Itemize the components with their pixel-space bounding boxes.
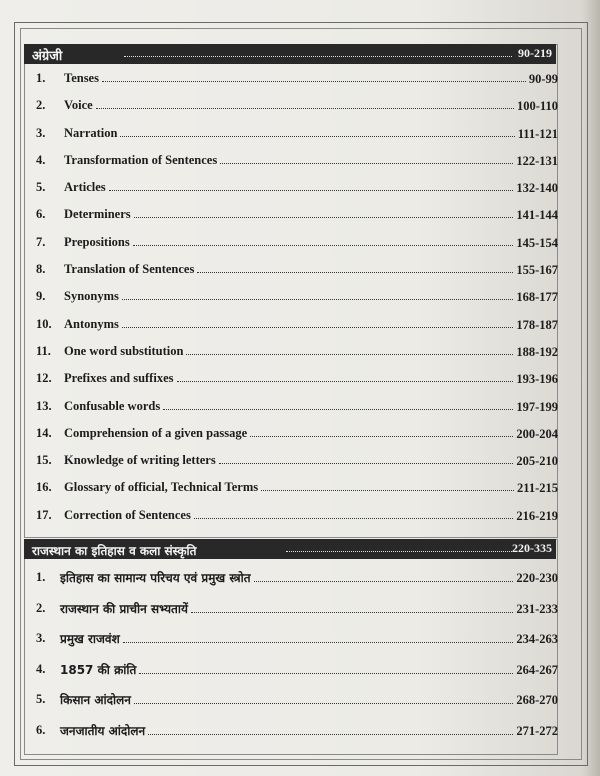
toc-row: [0, 119, 600, 146]
toc-label: Voice: [64, 98, 93, 113]
toc-row: [0, 654, 600, 685]
toc-number: 4.: [36, 661, 46, 676]
dot-leader: [102, 81, 526, 82]
dot-leader: [96, 108, 514, 109]
toc-label: Knowledge of writing letters: [64, 453, 216, 468]
toc-label: राजस्थान की प्राचीन सभ्यतायें: [60, 601, 188, 616]
toc-row: [0, 501, 600, 528]
dot-leader: [220, 163, 513, 164]
toc-label: Prepositions: [64, 234, 130, 249]
toc-label: Confusable words: [64, 398, 161, 413]
toc-pages: 211-215: [517, 481, 558, 496]
dot-leader: [122, 299, 513, 300]
toc-row: [0, 91, 600, 118]
toc-list-english: [0, 64, 600, 528]
toc-number: 5.: [36, 692, 46, 706]
dot-leader: [250, 436, 513, 437]
toc-pages: 141-144: [516, 208, 558, 223]
section-header-history: [24, 539, 556, 559]
toc-pages: 220-230: [516, 571, 558, 585]
toc-number: 14.: [36, 425, 52, 440]
toc-row: [0, 715, 600, 746]
dot-leader: [124, 56, 512, 57]
toc-number: 3.: [36, 631, 46, 645]
toc-label: जनजातीय आंदोलन: [60, 723, 146, 738]
toc-pages: 188-192: [516, 344, 558, 359]
toc-label: Tenses: [64, 71, 99, 85]
dot-leader: [134, 703, 513, 704]
toc-pages: 145-154: [516, 235, 558, 250]
toc-row: [0, 173, 600, 200]
section-pages: 220-335: [512, 541, 552, 555]
toc-row: [0, 64, 600, 91]
dot-leader: [186, 354, 513, 355]
toc-number: 6.: [36, 207, 46, 222]
toc-row: [0, 282, 600, 309]
toc-pages: 197-199: [516, 399, 558, 414]
dot-leader: [133, 245, 513, 246]
toc-row: [0, 593, 600, 624]
toc-pages: 122-131: [516, 153, 558, 168]
toc-label: Transformation of Sentences: [64, 152, 218, 167]
section-title: राजस्थान का इतिहास व कला संस्कृति: [32, 544, 197, 558]
toc-pages: 111-121: [517, 126, 558, 141]
toc-pages: 216-219: [516, 508, 558, 523]
toc-label: Comprehension of a given passage: [64, 425, 248, 440]
dot-leader: [163, 409, 513, 410]
dot-leader: [194, 518, 513, 519]
toc-pages: 231-233: [516, 601, 558, 616]
toc-number: 16.: [36, 480, 52, 495]
toc-label: One word substitution: [64, 343, 184, 358]
toc-label: Antonyms: [64, 316, 119, 331]
toc-row: [0, 562, 600, 593]
dot-leader: [261, 490, 514, 491]
toc-pages: 200-204: [516, 426, 558, 441]
toc-row: [0, 200, 600, 227]
toc-row: [0, 310, 600, 337]
toc-number: 1.: [36, 71, 46, 85]
dot-leader: [122, 327, 513, 328]
toc-label: Correction of Sentences: [64, 507, 191, 522]
toc-number: 15.: [36, 453, 52, 468]
section-pages: 90-219: [518, 46, 552, 60]
toc-number: 2.: [36, 600, 46, 615]
toc-pages: 100-110: [517, 99, 558, 114]
toc-number: 2.: [36, 98, 46, 113]
toc-list-history: [0, 562, 600, 745]
toc-pages: 268-270: [516, 693, 558, 707]
toc-label: किसान आंदोलन: [60, 693, 131, 707]
toc-label: इतिहास का सामान्य परिचय एवं प्रमुख स्त्रोत: [60, 571, 251, 585]
toc-row: [0, 446, 600, 473]
toc-number: 8.: [36, 262, 46, 277]
toc-row: [0, 337, 600, 364]
toc-number: 17.: [36, 507, 52, 522]
toc-label: 1857 की क्रांति: [60, 662, 137, 677]
toc-row: [0, 419, 600, 446]
dot-leader: [139, 673, 513, 674]
toc-number: 4.: [36, 152, 46, 167]
toc-label: Glossary of official, Technical Terms: [64, 480, 259, 495]
toc-number: 9.: [36, 289, 46, 304]
dot-leader: [286, 551, 512, 552]
dot-leader: [254, 581, 513, 582]
toc-row: [0, 228, 600, 255]
toc-pages: 178-187: [516, 317, 558, 332]
toc-number: 10.: [36, 316, 52, 331]
toc-number: 5.: [36, 180, 46, 195]
dot-leader: [109, 190, 513, 191]
toc-row: [0, 364, 600, 391]
toc-row: [0, 146, 600, 173]
dot-leader: [219, 463, 513, 464]
dot-leader: [120, 136, 515, 137]
toc-label: प्रमुख राजवंश: [60, 632, 120, 646]
toc-label: Prefixes and suffixes: [64, 371, 174, 386]
section-header-english: [24, 44, 556, 64]
toc-pages: 264-267: [516, 662, 558, 677]
toc-label: Articles: [64, 180, 106, 195]
toc-row: [0, 684, 600, 715]
toc-pages: 234-263: [516, 632, 558, 646]
toc-pages: 155-167: [516, 263, 558, 278]
toc-pages: 168-177: [516, 290, 558, 305]
section-title: अंग्रेजी: [32, 48, 63, 63]
toc-row: [0, 255, 600, 282]
dot-leader: [191, 612, 513, 613]
toc-pages: 193-196: [516, 372, 558, 387]
toc-number: 12.: [36, 371, 52, 386]
toc-pages: 271-272: [516, 723, 558, 738]
dot-leader: [148, 734, 513, 735]
toc-label: Translation of Sentences: [64, 262, 195, 277]
toc-number: 11.: [36, 343, 51, 358]
toc-pages: 205-210: [516, 454, 558, 469]
toc-label: Determiners: [64, 207, 131, 222]
toc-number: 7.: [36, 234, 46, 249]
toc-row: [0, 623, 600, 654]
toc-row: [0, 392, 600, 419]
dot-leader: [177, 381, 513, 382]
dot-leader: [123, 642, 513, 643]
toc-pages: 90-99: [528, 72, 558, 86]
toc-label: Synonyms: [64, 289, 119, 304]
toc-number: 1.: [36, 570, 46, 584]
dot-leader: [197, 272, 513, 273]
toc-label: Narration: [64, 125, 118, 140]
toc-pages: 132-140: [516, 181, 558, 196]
toc-number: 3.: [36, 125, 46, 140]
toc-row: [0, 473, 600, 500]
toc-number: 6.: [36, 722, 46, 737]
toc-number: 13.: [36, 398, 52, 413]
dot-leader: [134, 217, 513, 218]
